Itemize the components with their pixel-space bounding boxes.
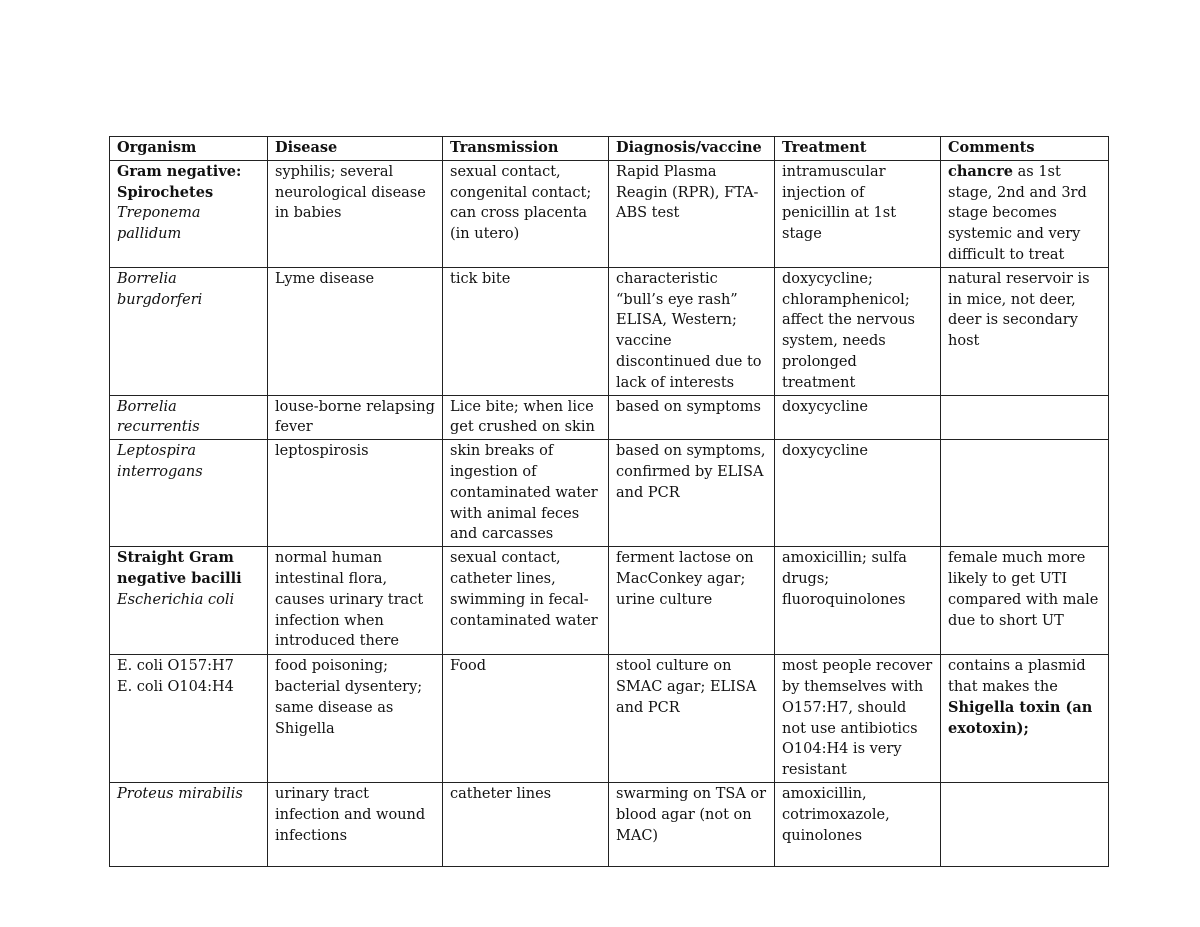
comments-text: contains a plasmid that makes the [948, 658, 1086, 695]
diagnosis-cell: characteristic “bull’s eye rash” ELISA, Western; vaccine discontinued due to lack of interests [609, 267, 775, 395]
organism-name: Leptospira interrogans [117, 443, 203, 480]
organism-cell [110, 395, 268, 440]
header-treatment: Treatment [775, 137, 941, 161]
organism-cell [110, 440, 268, 547]
table-row [110, 267, 1109, 395]
header-organism: Organism [110, 137, 268, 161]
diagnosis-cell: swarming on TSA or blood agar (not on MAC) [609, 782, 775, 866]
comments-cell [941, 160, 1109, 267]
organism-strain: E. coli O104:H4 [117, 678, 234, 695]
table-row [110, 395, 1109, 440]
organism-cell [110, 655, 268, 783]
treatment-cell: amoxicillin; sulfa drugs; fluoroquinolones [775, 547, 941, 655]
organism-name: Proteus mirabilis [117, 785, 243, 802]
treatment-cell: most people recover by themselves with O157:H7, should not use antibiotics O104:H4 is very resistant [775, 655, 941, 783]
diagnosis-cell: based on symptoms [609, 395, 775, 440]
diagnosis-cell: stool culture on SMAC agar; ELISA and PCR [609, 655, 775, 783]
disease-cell: food poisoning; bacterial dysentery; same disease as Shigella [268, 655, 443, 783]
comments-cell [941, 655, 1109, 783]
header-row [110, 137, 1109, 161]
treatment-cell: doxycycline; chloramphenicol; affect the nervous system, needs prolonged treatment [775, 267, 941, 395]
treatment-cell: doxycycline [775, 440, 941, 547]
organism-cell [110, 547, 268, 655]
organism-cell [110, 782, 268, 866]
comments-bold: chancre [948, 162, 1014, 180]
organism-group: Gram negative: Spirochetes [117, 162, 242, 201]
diagnosis-cell: based on symptoms, confirmed by ELISA and PCR [609, 440, 775, 547]
header-comments: Comments [941, 137, 1109, 161]
transmission-cell: catheter lines [443, 782, 609, 866]
header-transmission: Transmission [443, 137, 609, 161]
comments-text: as 1st stage, 2nd and 3rd stage becomes systemic and very difficult to treat [948, 163, 1087, 263]
organism-name: Borrelia recurrentis [117, 398, 200, 436]
organism-name: Borrelia burgdorferi [117, 270, 203, 308]
organism-strain: E. coli O157:H7 [117, 658, 234, 675]
table-row [110, 782, 1109, 866]
organism-cell [110, 267, 268, 395]
treatment-cell: amoxicillin, cotrimoxazole, quinolones [775, 782, 941, 866]
disease-cell: normal human intestinal flora, causes urinary tract infection when introduced there [268, 547, 443, 655]
disease-cell: syphilis; several neurological disease in babies [268, 160, 443, 267]
transmission-cell: skin breaks of ingestion of contaminated water with animal feces and carcasses [443, 440, 609, 547]
transmission-cell: Lice bite; when lice get crushed on skin [443, 395, 609, 440]
treatment-cell: intramuscular injection of penicillin at 1st stage [775, 160, 941, 267]
transmission-cell: sexual contact, congenital contact; can cross placenta (in utero) [443, 160, 609, 267]
comments-cell [941, 395, 1109, 440]
comments-cell: natural reservoir is in mice, not deer, deer is secondary host [941, 267, 1109, 395]
comments-cell [941, 440, 1109, 547]
transmission-cell: Food [443, 655, 609, 783]
table-row [110, 160, 1109, 267]
diagnosis-cell: ferment lactose on MacConkey agar; urine culture [609, 547, 775, 655]
organism-name: Treponema pallidum [117, 205, 201, 243]
organism-cell [110, 160, 268, 267]
disease-cell: louse-borne relapsing fever [268, 395, 443, 440]
disease-cell: leptospirosis [268, 440, 443, 547]
organism-group: Straight Gram negative bacilli [117, 549, 242, 587]
transmission-cell: sexual contact, catheter lines, swimming in fecal-contaminated water [443, 547, 609, 655]
treatment-cell: doxycycline [775, 395, 941, 440]
header-diagnosis: Diagnosis/vaccine [609, 137, 775, 161]
comments-bold: Shigella toxin (an exotoxin); [948, 698, 1093, 737]
header-disease: Disease [268, 137, 443, 161]
table-row [110, 655, 1109, 783]
organism-table [109, 136, 1109, 867]
transmission-cell: tick bite [443, 267, 609, 395]
disease-cell: urinary tract infection and wound infections [268, 782, 443, 866]
diagnosis-cell: Rapid Plasma Reagin (RPR), FTA-ABS test [609, 160, 775, 267]
table-row [110, 547, 1109, 655]
disease-cell: Lyme disease [268, 267, 443, 395]
comments-cell: female much more likely to get UTI compared with male due to short UT [941, 547, 1109, 655]
comments-cell [941, 782, 1109, 866]
table-row [110, 440, 1109, 547]
organism-name: Escherichia coli [117, 591, 235, 608]
